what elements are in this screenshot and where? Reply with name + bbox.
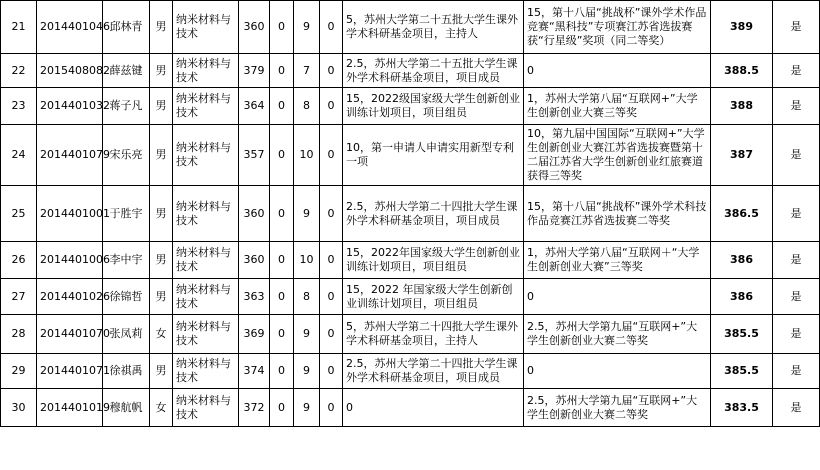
research-cell: 15，2022 年国家级大学生创新创业训练计划项目，项目组员 — [343, 279, 524, 315]
score-2-cell: 0 — [270, 186, 294, 242]
gender-cell: 男 — [150, 54, 173, 88]
competition-cell: 10，第九届中国国际“互联网+”大学生创新创业大赛江苏省选拔赛暨第十二届江苏省大学生创新创业红旅赛道获得三等奖 — [524, 125, 711, 186]
score-1-cell: 360 — [239, 186, 270, 242]
table-body — [1, 1, 820, 427]
major-cell: 纳米材料与技术 — [173, 1, 239, 54]
total-score-cell: 386.5 — [711, 186, 773, 242]
name-cell: 徐锦哲 — [103, 279, 150, 315]
rank-cell: 27 — [1, 279, 37, 315]
score-2-cell: 0 — [270, 1, 294, 54]
competition-cell: 2.5，苏州大学第九届“互联网+”大学生创新创业大赛二等奖 — [524, 389, 711, 427]
rank-cell: 26 — [1, 242, 37, 279]
table-row — [1, 88, 820, 125]
student-id-cell: 2014401001 — [37, 186, 103, 242]
score-3-cell: 9 — [294, 389, 320, 427]
score-1-cell: 379 — [239, 54, 270, 88]
result-cell: 是 — [773, 1, 820, 54]
name-cell: 邱林青 — [103, 1, 150, 54]
student-id-cell: 2014401071 — [37, 354, 103, 389]
major-cell: 纳米材料与技术 — [173, 186, 239, 242]
total-score-cell: 385.5 — [711, 354, 773, 389]
score-4-cell: 0 — [320, 279, 343, 315]
score-3-cell: 9 — [294, 354, 320, 389]
major-cell: 纳米材料与技术 — [173, 389, 239, 427]
score-2-cell: 0 — [270, 88, 294, 125]
gender-cell: 女 — [150, 389, 173, 427]
result-cell: 是 — [773, 242, 820, 279]
result-cell: 是 — [773, 125, 820, 186]
competition-cell: 0 — [524, 279, 711, 315]
student-id-cell: 2014401046 — [37, 1, 103, 54]
table-row — [1, 1, 820, 54]
student-id-cell: 2015408082 — [37, 54, 103, 88]
rank-cell: 22 — [1, 54, 37, 88]
research-cell: 2.5，苏州大学第二十四批大学生课外学术科研基金项目，项目成员 — [343, 186, 524, 242]
gender-cell: 男 — [150, 125, 173, 186]
score-3-cell: 7 — [294, 54, 320, 88]
competition-cell: 0 — [524, 354, 711, 389]
score-1-cell: 374 — [239, 354, 270, 389]
major-cell: 纳米材料与技术 — [173, 315, 239, 354]
result-cell: 是 — [773, 186, 820, 242]
total-score-cell: 387 — [711, 125, 773, 186]
student-id-cell: 2014401026 — [37, 279, 103, 315]
table-row — [1, 242, 820, 279]
score-1-cell: 372 — [239, 389, 270, 427]
name-cell: 徐祺禹 — [103, 354, 150, 389]
research-cell: 5，苏州大学第二十五批大学生课外学术科研基金项目，主持人 — [343, 1, 524, 54]
gender-cell: 男 — [150, 279, 173, 315]
score-3-cell: 10 — [294, 242, 320, 279]
gender-cell: 男 — [150, 186, 173, 242]
research-cell: 2.5，苏州大学第二十四批大学生课外学术科研基金项目，项目成员 — [343, 354, 524, 389]
score-1-cell: 357 — [239, 125, 270, 186]
score-2-cell: 0 — [270, 125, 294, 186]
total-score-cell: 383.5 — [711, 389, 773, 427]
total-score-cell: 388.5 — [711, 54, 773, 88]
total-score-cell: 385.5 — [711, 315, 773, 354]
name-cell: 李中宇 — [103, 242, 150, 279]
score-4-cell: 0 — [320, 125, 343, 186]
name-cell: 薛兹键 — [103, 54, 150, 88]
score-3-cell: 9 — [294, 315, 320, 354]
total-score-cell: 388 — [711, 88, 773, 125]
gender-cell: 男 — [150, 88, 173, 125]
result-cell: 是 — [773, 389, 820, 427]
competition-cell: 1，苏州大学第八届“互联网＋“大学生创新创业大赛”三等奖 — [524, 242, 711, 279]
rank-cell: 23 — [1, 88, 37, 125]
score-4-cell: 0 — [320, 315, 343, 354]
score-4-cell: 0 — [320, 389, 343, 427]
research-cell: 2.5，苏州大学第二十五批大学生课外学术科研基金项目，项目成员 — [343, 54, 524, 88]
table-row — [1, 354, 820, 389]
rank-cell: 29 — [1, 354, 37, 389]
score-1-cell: 364 — [239, 88, 270, 125]
score-4-cell: 0 — [320, 1, 343, 54]
major-cell: 纳米材料与技术 — [173, 354, 239, 389]
score-3-cell: 9 — [294, 1, 320, 54]
research-cell: 10，第一申请人申请实用新型专利一项 — [343, 125, 524, 186]
major-cell: 纳米材料与技术 — [173, 242, 239, 279]
total-score-cell: 386 — [711, 242, 773, 279]
score-2-cell: 0 — [270, 389, 294, 427]
student-id-cell: 2014401070 — [37, 315, 103, 354]
score-3-cell: 9 — [294, 186, 320, 242]
score-2-cell: 0 — [270, 279, 294, 315]
gender-cell: 女 — [150, 315, 173, 354]
table-row — [1, 125, 820, 186]
result-cell: 是 — [773, 54, 820, 88]
research-cell: 5，苏州大学第二十四批大学生课外学术科研基金项目，主持人 — [343, 315, 524, 354]
result-cell: 是 — [773, 88, 820, 125]
rank-cell: 30 — [1, 389, 37, 427]
score-3-cell: 8 — [294, 279, 320, 315]
major-cell: 纳米材料与技术 — [173, 54, 239, 88]
name-cell: 张凤莉 — [103, 315, 150, 354]
result-cell: 是 — [773, 279, 820, 315]
table-row — [1, 315, 820, 354]
score-4-cell: 0 — [320, 242, 343, 279]
rank-cell: 24 — [1, 125, 37, 186]
gender-cell: 男 — [150, 242, 173, 279]
score-4-cell: 0 — [320, 54, 343, 88]
rank-cell: 21 — [1, 1, 37, 54]
score-1-cell: 369 — [239, 315, 270, 354]
competition-cell: 2.5，苏州大学第九届“互联网+”大学生创新创业大赛二等奖 — [524, 315, 711, 354]
table-row — [1, 279, 820, 315]
score-2-cell: 0 — [270, 315, 294, 354]
score-4-cell: 0 — [320, 186, 343, 242]
rank-cell: 25 — [1, 186, 37, 242]
major-cell: 纳米材料与技术 — [173, 279, 239, 315]
competition-cell: 1，苏州大学第八届“互联网+”大学生创新创业大赛三等奖 — [524, 88, 711, 125]
score-3-cell: 8 — [294, 88, 320, 125]
gender-cell: 男 — [150, 1, 173, 54]
competition-cell: 15，第十八届“挑战杯”课外学术科技作品竞赛江苏省选拔赛二等奖 — [524, 186, 711, 242]
total-score-cell: 389 — [711, 1, 773, 54]
rank-cell: 28 — [1, 315, 37, 354]
student-id-cell: 2014401032 — [37, 88, 103, 125]
score-1-cell: 360 — [239, 1, 270, 54]
result-cell: 是 — [773, 354, 820, 389]
research-cell: 15，2022年国家级大学生创新创业训练计划项目，项目组员 — [343, 242, 524, 279]
student-id-cell: 2014401006 — [37, 242, 103, 279]
result-cell: 是 — [773, 315, 820, 354]
name-cell: 宋乐亮 — [103, 125, 150, 186]
major-cell: 纳米材料与技术 — [173, 88, 239, 125]
competition-cell: 0 — [524, 54, 711, 88]
score-1-cell: 363 — [239, 279, 270, 315]
score-2-cell: 0 — [270, 242, 294, 279]
gender-cell: 男 — [150, 354, 173, 389]
table-row — [1, 389, 820, 427]
name-cell: 穆航帆 — [103, 389, 150, 427]
research-cell: 0 — [343, 389, 524, 427]
score-4-cell: 0 — [320, 354, 343, 389]
student-id-cell: 2014401079 — [37, 125, 103, 186]
competition-cell: 15，第十八届“挑战杯”课外学术作品竞赛“黑科技”专项赛江苏省选拔赛获“行星级”奖项（同二等奖） — [524, 1, 711, 54]
table-row — [1, 54, 820, 88]
total-score-cell: 386 — [711, 279, 773, 315]
score-3-cell: 10 — [294, 125, 320, 186]
score-4-cell: 0 — [320, 88, 343, 125]
score-1-cell: 360 — [239, 242, 270, 279]
research-cell: 15，2022级国家级大学生创新创业训练计划项目，项目组员 — [343, 88, 524, 125]
score-2-cell: 0 — [270, 354, 294, 389]
student-id-cell: 2014401019 — [37, 389, 103, 427]
name-cell: 蒋子凡 — [103, 88, 150, 125]
score-2-cell: 0 — [270, 54, 294, 88]
table-row — [1, 186, 820, 242]
name-cell: 于胜宇 — [103, 186, 150, 242]
major-cell: 纳米材料与技术 — [173, 125, 239, 186]
